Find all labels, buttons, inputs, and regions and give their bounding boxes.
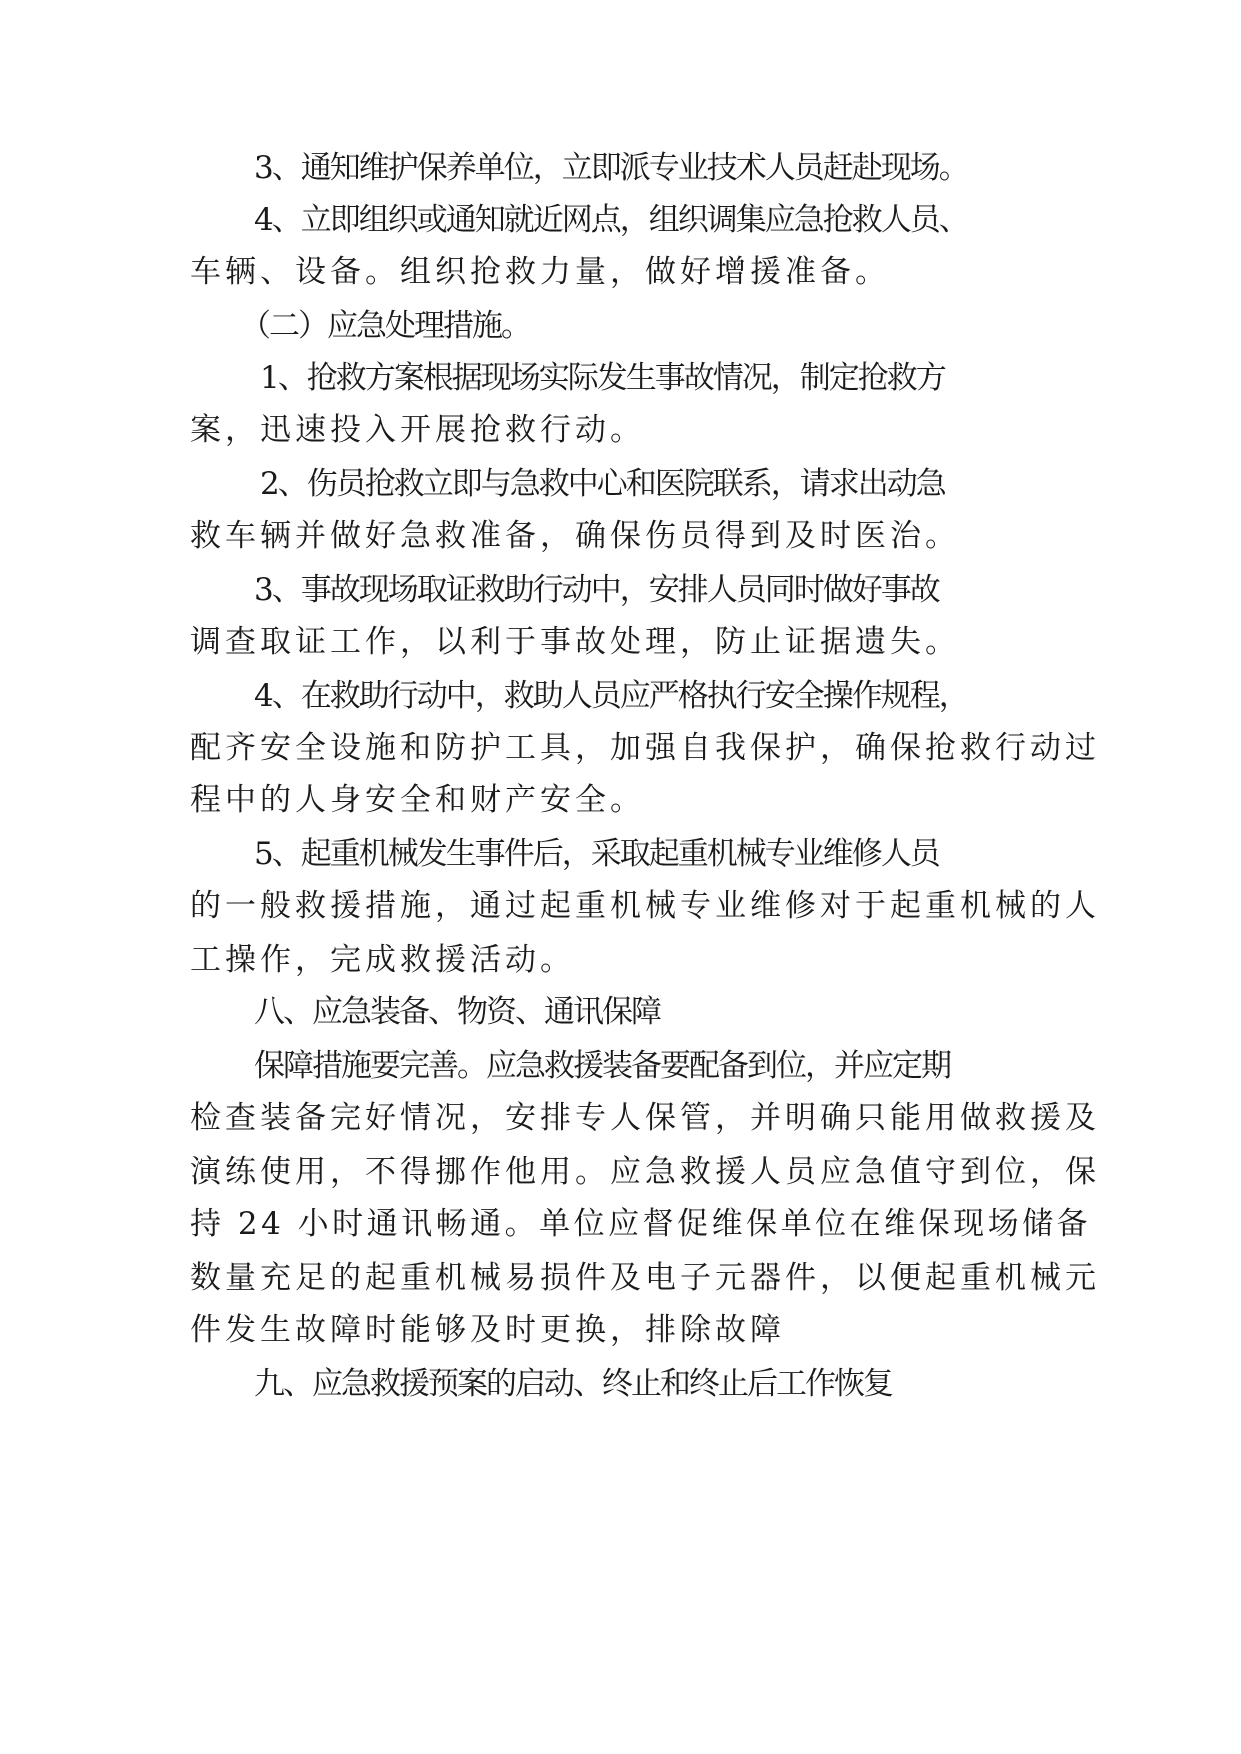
paragraph-line: 4、立即组织或通知就近网点，组织调集应急抢救人员、 [254, 202, 968, 238]
paragraph-line: 调查取证工作，以利于事故处理，防止证据遗失。 [190, 624, 960, 660]
paragraph-line: 程中的人身安全和财产安全。 [190, 782, 645, 818]
paragraph-line: 演练使用，不得挪作他用。应急救援人员应急值守到位，保 [190, 1154, 1100, 1190]
paragraph-line: 工操作，完成救援活动。 [190, 942, 575, 978]
section-heading: （二）应急处理措施。 [240, 308, 530, 344]
paragraph-line: 3、通知维护保养单位，立即派专业技术人员赶赴现场。 [254, 150, 968, 186]
section-heading: 九、应急救援预案的启动、终止和终止后工作恢复 [254, 1366, 892, 1402]
section-heading: 八、应急装备、物资、通讯保障 [254, 994, 660, 1030]
paragraph-line: 配齐安全设施和防护工具，加强自我保护，确保抢救行动过 [190, 730, 1100, 766]
paragraph-line: 检查装备完好情况，安排专人保管，并明确只能用做救援及 [190, 1100, 1100, 1136]
paragraph-line: 案，迅速投入开展抢救行动。 [190, 412, 645, 448]
paragraph-line: 数量充足的起重机械易损件及电子元器件，以便起重机械元 [190, 1260, 1100, 1296]
paragraph-line: 5、起重机械发生事件后，采取起重机械专业维修人员 [254, 836, 939, 872]
paragraph-line: 持 24 小时通讯畅通。单位应督促维保单位在维保现场储备 [190, 1206, 1092, 1242]
paragraph-line: 3、事故现场取证救助行动中，安排人员同时做好事故 [254, 572, 939, 608]
paragraph-line: 1、抢救方案根据现场实际发生事故情况，制定抢救方 [260, 360, 945, 396]
paragraph-line: 的一般救援措施，通过起重机械专业维修对于起重机械的人 [190, 888, 1100, 924]
paragraph-line: 保障措施要完善。应急救援装备要配备到位，并应定期 [254, 1048, 950, 1084]
paragraph-line: 车辆、设备。组织抢救力量，做好增援准备。 [190, 254, 890, 290]
paragraph-line: 4、在救助行动中，救助人员应严格执行安全操作规程， [254, 678, 968, 714]
paragraph-line: 件发生故障时能够及时更换，排除故障 [190, 1312, 785, 1348]
paragraph-line: 救车辆并做好急救准备，确保伤员得到及时医治。 [190, 518, 960, 554]
paragraph-line: 2、伤员抢救立即与急救中心和医院联系，请求出动急 [260, 466, 945, 502]
